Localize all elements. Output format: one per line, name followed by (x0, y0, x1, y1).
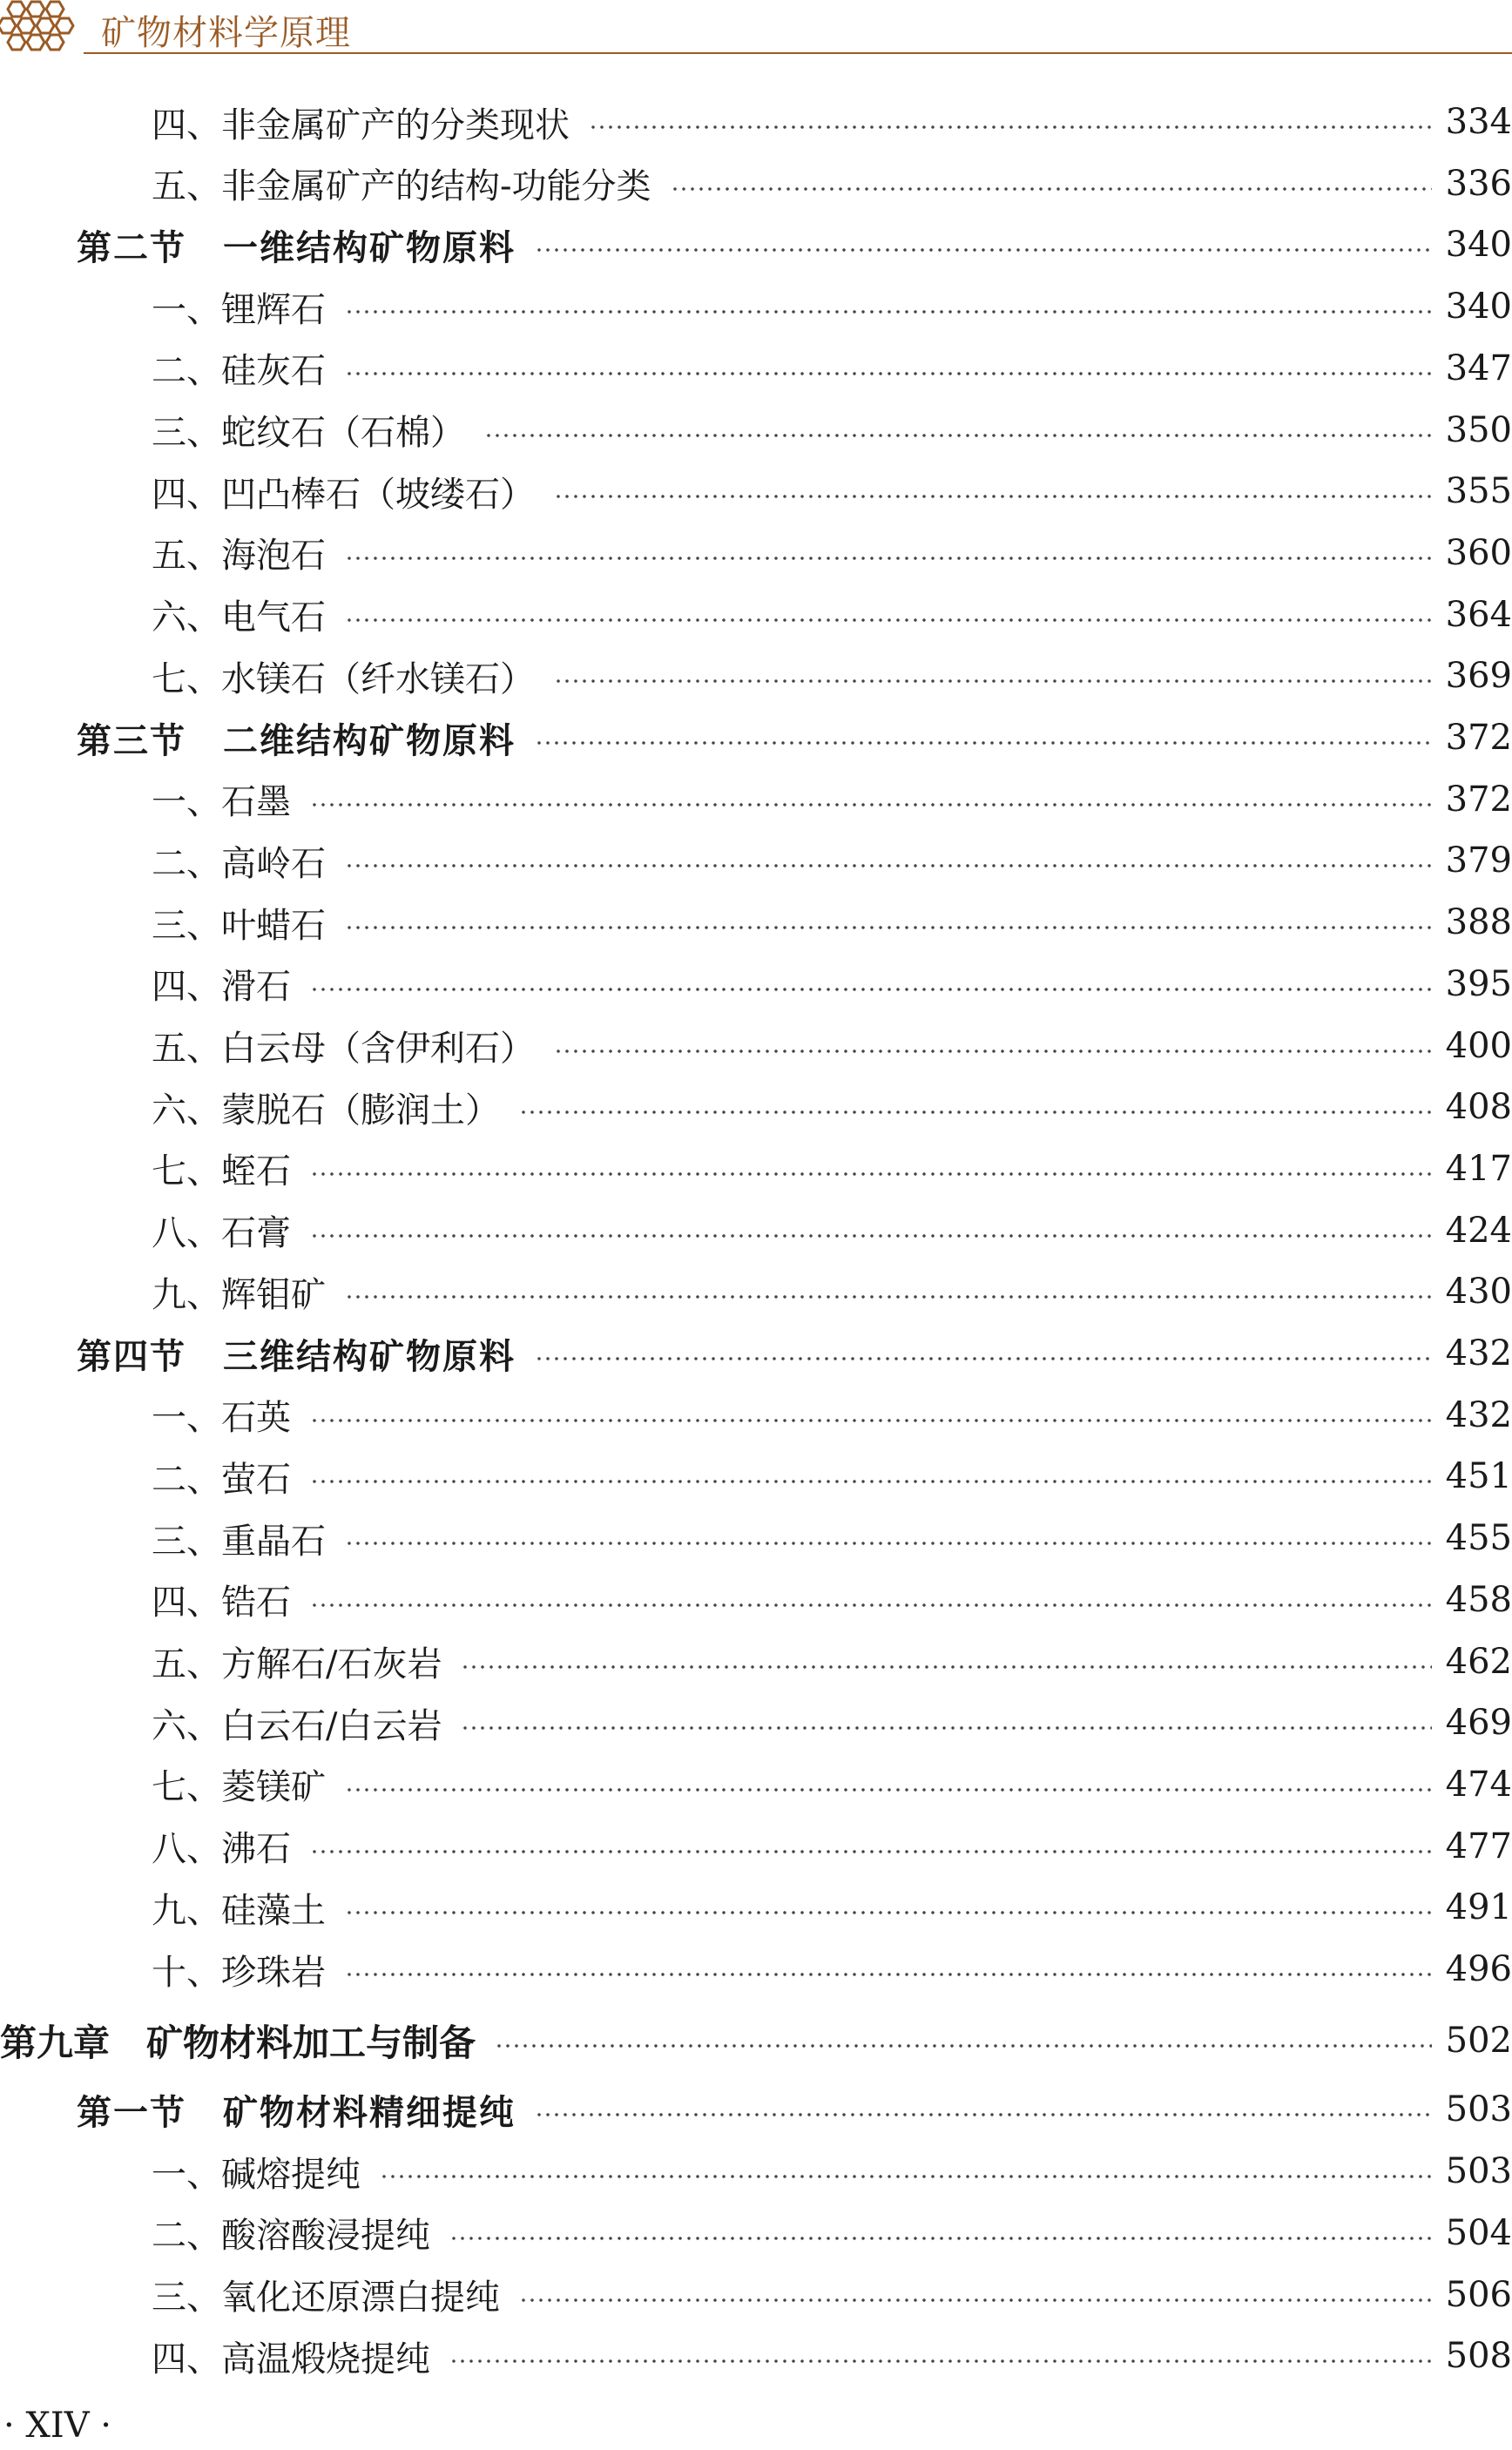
dot-leader (449, 2359, 1432, 2364)
toc-entry-page: 400 (1445, 1025, 1512, 1066)
dot-leader (345, 863, 1432, 868)
toc-entry-label: 第一节 矿物材料精细提纯 (77, 2092, 516, 2133)
toc-entry-page: 451 (1445, 1456, 1512, 1497)
toc-entry-label: 二、硅灰石 (152, 351, 326, 392)
toc-entry[interactable] (152, 1514, 1512, 1562)
toc-entry[interactable] (152, 2209, 1512, 2258)
dot-leader (495, 2043, 1432, 2048)
dot-leader (345, 1787, 1432, 1792)
toc-entry-page: 469 (1445, 1703, 1512, 1744)
toc-entry-page: 417 (1445, 1148, 1512, 1189)
toc-entry[interactable] (152, 1637, 1512, 1686)
dot-leader (310, 987, 1432, 992)
toc-entry-label: 七、蛭石 (152, 1151, 291, 1192)
dot-leader (380, 2174, 1432, 2179)
toc-entry[interactable] (77, 1329, 1512, 1378)
header-rule (84, 52, 1512, 54)
toc-entry-label: 八、石膏 (152, 1213, 291, 1254)
toc-entry-label: 三、氧化还原漂白提纯 (152, 2278, 500, 2318)
book-title: 矿物材料学原理 (101, 13, 351, 53)
toc-entry-label: 三、重晶石 (152, 1521, 326, 1562)
toc-entry[interactable] (152, 1206, 1512, 1255)
toc-entry[interactable] (152, 1144, 1512, 1193)
toc-entry-label: 第三节 二维结构矿物原料 (77, 720, 516, 761)
toc-entry-page: 503 (1445, 2151, 1512, 2192)
dot-leader (345, 556, 1432, 561)
toc-entry[interactable] (152, 2147, 1512, 2196)
toc-entry-page: 372 (1445, 718, 1512, 758)
toc-entry[interactable] (152, 898, 1512, 947)
toc-entry-label: 四、高温煅烧提纯 (152, 2339, 430, 2379)
toc-entry-label: 五、白云母（含伊利石） (152, 1029, 535, 1069)
toc-entry[interactable] (152, 1883, 1512, 1932)
dot-leader (310, 1171, 1432, 1177)
toc-entry[interactable] (152, 960, 1512, 1009)
toc-entry[interactable] (152, 1698, 1512, 1747)
toc-entry-label: 九、硅藻土 (152, 1890, 326, 1931)
toc-entry[interactable] (152, 98, 1512, 146)
page-number: · XIV · (3, 2406, 112, 2446)
toc-entry-label: 八、沸石 (152, 1829, 291, 1870)
toc-entry-label: 十、珍珠岩 (152, 1952, 326, 1993)
toc-entry-label: 四、锆石 (152, 1583, 291, 1623)
toc-entry-label: 四、非金属矿产的分类现状 (152, 105, 570, 145)
toc-entry-label: 二、萤石 (152, 1459, 291, 1500)
toc-entry-page: 364 (1445, 594, 1512, 635)
dot-leader (345, 1294, 1432, 1299)
toc-entry[interactable] (152, 1945, 1512, 1994)
toc-entry-label: 六、蒙脱石（膨润土） (152, 1090, 500, 1131)
toc-entry[interactable] (152, 1391, 1512, 1440)
toc-entry-label: 六、电气石 (152, 597, 326, 638)
dot-leader (310, 1479, 1432, 1484)
toc-entry-page: 350 (1445, 409, 1512, 450)
toc-entry-page: 496 (1445, 1949, 1512, 1989)
toc-entry-page: 432 (1445, 1394, 1512, 1435)
dot-leader (310, 1418, 1432, 1423)
toc-entry[interactable] (152, 836, 1512, 885)
toc-entry[interactable] (152, 467, 1512, 516)
toc-entry[interactable] (152, 1760, 1512, 1809)
toc-entry-label: 一、锂辉石 (152, 289, 326, 330)
toc-entry-label: 五、方解石/石灰岩 (152, 1644, 442, 1684)
toc-entry-page: 369 (1445, 656, 1512, 697)
dot-leader (589, 125, 1432, 130)
toc-entry-page: 432 (1445, 1333, 1512, 1373)
toc-entry-page: 340 (1445, 287, 1512, 327)
dot-leader (310, 802, 1432, 807)
toc-entry-page: 474 (1445, 1764, 1512, 1805)
toc-entry-label: 三、叶蜡石 (152, 905, 326, 946)
toc-entry-page: 379 (1445, 840, 1512, 881)
toc-entry-page: 388 (1445, 902, 1512, 943)
dot-leader (345, 309, 1432, 314)
dot-leader (519, 1110, 1432, 1115)
toc-entry[interactable] (77, 2085, 1512, 2134)
toc-entry[interactable] (152, 1083, 1512, 1131)
toc-entry-page: 395 (1445, 963, 1512, 1004)
dot-leader (310, 1233, 1432, 1238)
toc-entry-page: 334 (1445, 102, 1512, 142)
toc-entry[interactable] (152, 591, 1512, 639)
dot-leader (345, 618, 1432, 623)
dot-leader (345, 1541, 1432, 1546)
dot-leader (345, 925, 1432, 930)
dot-leader (484, 433, 1432, 438)
toc-entry[interactable] (77, 220, 1512, 269)
toc-entry[interactable] (152, 282, 1512, 331)
toc-entry-page: 336 (1445, 163, 1512, 204)
dot-leader (461, 1725, 1431, 1731)
toc-entry-page: 372 (1445, 779, 1512, 820)
toc-entry-page: 504 (1445, 2212, 1512, 2253)
page-header (0, 0, 1512, 56)
toc-entry[interactable] (152, 2332, 1512, 2380)
toc-entry-label: 一、碱熔提纯 (152, 2154, 361, 2195)
dot-leader (554, 678, 1432, 684)
dot-leader (535, 740, 1432, 746)
toc-entry[interactable] (152, 529, 1512, 577)
toc-entry[interactable] (152, 344, 1512, 393)
dot-leader (554, 494, 1432, 499)
dot-leader (310, 1849, 1432, 1854)
toc-entry-page: 508 (1445, 2336, 1512, 2377)
toc-entry[interactable] (152, 159, 1512, 208)
toc-entry[interactable] (152, 1822, 1512, 1871)
dot-leader (535, 247, 1432, 253)
toc-entry-label: 一、石墨 (152, 782, 291, 823)
toc-entry[interactable] (152, 651, 1512, 700)
toc-entry-page: 503 (1445, 2089, 1512, 2130)
toc-entry[interactable] (152, 775, 1512, 824)
toc-entry-label: 四、凹凸棒石（坡缕石） (152, 474, 535, 515)
toc-entry-page: 458 (1445, 1579, 1512, 1620)
toc-entry-label: 二、高岭石 (152, 843, 326, 884)
toc-entry-label: 五、非金属矿产的结构-功能分类 (152, 166, 651, 207)
toc-entry[interactable] (152, 406, 1512, 455)
toc-entry-page: 424 (1445, 1210, 1512, 1251)
honeycomb-logo-icon (0, 0, 78, 54)
toc-entry-page: 502 (1445, 2020, 1512, 2061)
toc-entry-page: 506 (1445, 2274, 1512, 2315)
dot-leader (461, 1664, 1431, 1670)
toc-entry[interactable] (152, 1576, 1512, 1624)
toc-entry[interactable] (152, 1022, 1512, 1070)
dot-leader (345, 1972, 1432, 1977)
toc-entry-label: 四、滑石 (152, 967, 291, 1008)
toc-entry[interactable] (152, 1452, 1512, 1501)
toc-entry-page: 408 (1445, 1087, 1512, 1128)
toc-entry-page: 462 (1445, 1641, 1512, 1682)
toc-entry[interactable] (77, 713, 1512, 762)
toc-entry-label: 九、辉钼矿 (152, 1274, 326, 1315)
toc-entry-label: 第四节 三维结构矿物原料 (77, 1336, 516, 1377)
dot-leader (449, 2236, 1432, 2241)
dot-leader (519, 2298, 1432, 2303)
dot-leader (554, 1049, 1432, 1054)
toc-entry-label: 三、蛇纹石（石棉） (152, 413, 465, 453)
toc-entry-label: 第九章 矿物材料加工与制备 (0, 2021, 476, 2064)
toc-entry-label: 七、水镁石（纤水镁石） (152, 658, 535, 699)
toc-entry-label: 二、酸溶酸浸提纯 (152, 2216, 430, 2257)
toc-entry-page: 477 (1445, 1826, 1512, 1866)
toc-entry[interactable] (152, 1267, 1512, 1316)
dot-leader (535, 2112, 1432, 2117)
toc-entry-page: 491 (1445, 1887, 1512, 1928)
toc-entry[interactable] (152, 2271, 1512, 2319)
toc-entry-page: 355 (1445, 471, 1512, 512)
dot-leader (345, 371, 1432, 376)
toc-entry-label: 第二节 一维结构矿物原料 (77, 227, 516, 268)
toc-entry-label: 一、石英 (152, 1398, 291, 1439)
toc-entry[interactable] (0, 2016, 1512, 2065)
toc-entry-page: 347 (1445, 348, 1512, 388)
toc-entry-page: 360 (1445, 532, 1512, 573)
toc-entry-page: 430 (1445, 1272, 1512, 1313)
toc-entry-label: 六、白云石/白云岩 (152, 1705, 442, 1746)
dot-leader (535, 1356, 1432, 1361)
toc-entry-label: 七、菱镁矿 (152, 1767, 326, 1808)
dot-leader (671, 186, 1432, 192)
dot-leader (345, 1910, 1432, 1915)
dot-leader (310, 1603, 1432, 1608)
toc-entry-page: 340 (1445, 225, 1512, 266)
toc-entry-label: 五、海泡石 (152, 536, 326, 577)
toc-entry-page: 455 (1445, 1518, 1512, 1559)
